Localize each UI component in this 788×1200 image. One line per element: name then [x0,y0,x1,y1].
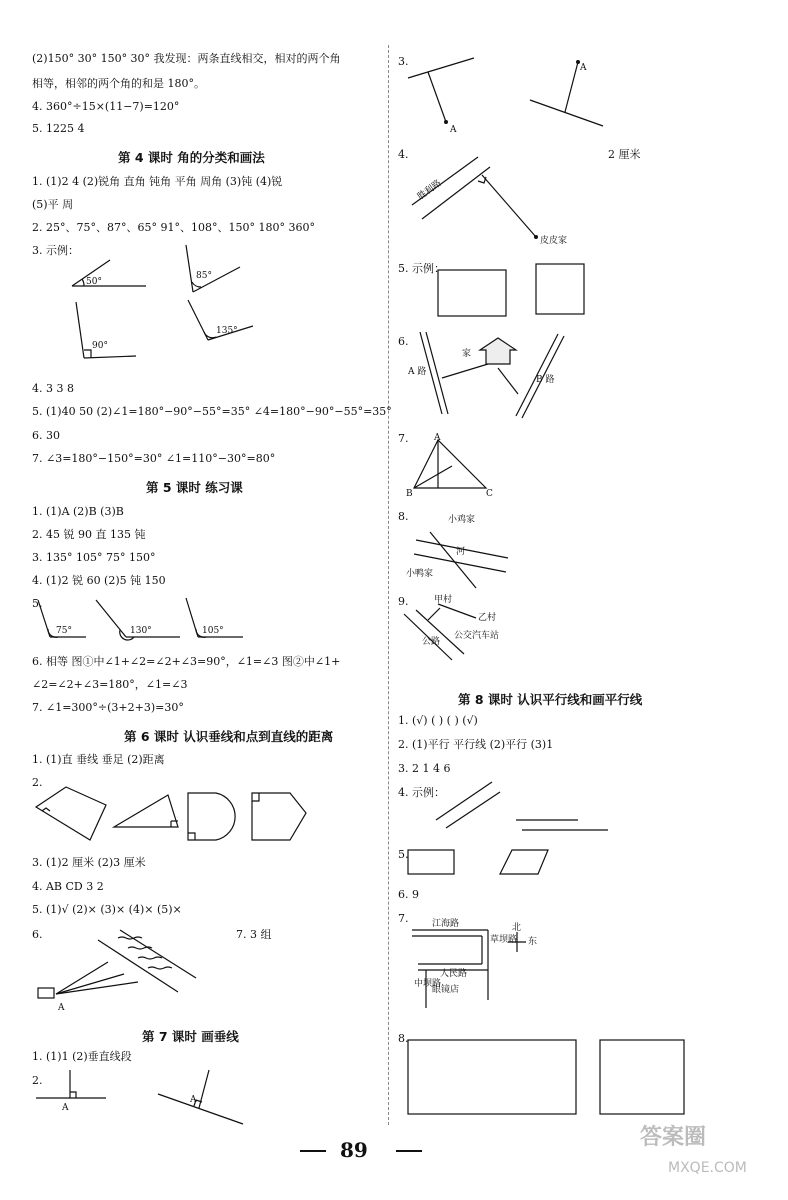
text-line: 4. 示例： [398,786,445,799]
lesson8-title: 第 8 课时 认识平行线和画平行线 [458,692,643,707]
text-line: 1. (1)2 4 (2)锐角 直角 钝角 平角 周角 (3)钝 (4)锐 [32,175,283,188]
text-line: 5. (1)40 50 (2)∠1=180°−90°−55°=35° ∠4=180°−90°−55°=35° [32,405,392,418]
villages-q9 [398,590,548,670]
page-number-dash [300,1150,326,1152]
perpendicular-q3 [398,50,648,140]
text-line: 相等，相邻的两个角的和是 180°。 [32,77,205,90]
svg-text:中坝路: 中坝路 [414,979,442,989]
text-line: 6. 30 [32,429,60,442]
question-number: 8. [398,510,409,523]
text-line: 7. ∠1=300°÷(3+2+3)=30° [32,701,184,714]
lesson5-title: 第 5 课时 练习课 [146,480,243,495]
svg-text:A 路: A 路 [408,367,427,377]
text-line: (5)平 周 [32,198,74,211]
river-q8 [398,510,528,590]
text-line: 4. (1)2 锐 60 (2)5 钝 150 [32,574,166,587]
page-number-dash [396,1150,422,1152]
text-line: 6. [32,928,43,941]
text-line: 4. AB CD 3 2 [32,880,104,893]
svg-text:人民路: 人民路 [440,969,468,979]
triangle-q7 [398,430,518,500]
svg-text:B: B [406,489,413,499]
shapes-q5 [408,848,568,878]
svg-text:北: 北 [512,923,522,933]
text-line: 5. [32,597,43,610]
svg-text:家: 家 [462,349,472,359]
text-line: 7. ∠3=180°−150°=30° ∠1=110°−30°=80° [32,452,276,465]
text-line: 2. 25°、75°、87°、65° 91°、108°、150° 180° 360° [32,221,315,234]
svg-text:C: C [486,489,493,499]
angle-label: 135° [216,326,238,336]
svg-text:小鸭家: 小鸭家 [406,569,434,579]
text-line: 2. [32,1074,43,1087]
question-number: 8. [398,1032,409,1045]
angle-diagrams [28,240,268,370]
text-line: 5. (1)√ (2)× (3)× (4)× (5)× [32,903,182,916]
perpendicular-draw [28,1068,268,1128]
svg-text:A: A [434,433,441,443]
svg-text:河: 河 [456,547,466,557]
svg-text:眼镜店: 眼镜店 [432,985,460,995]
text-line: (2)150° 30° 150° 30° 我发现：两条直线相交，相对的两个角 [32,52,341,65]
question-number: 7. [398,912,409,925]
question-number: 4. [398,148,409,161]
svg-text:公交汽车站: 公交汽车站 [454,631,500,641]
text-line: 6. 相等 图①中∠1+∠2=∠2+∠3=90°，∠1=∠3 图②中∠1+ [32,655,341,668]
svg-text:A: A [62,1103,69,1113]
parallel-lines [428,780,628,840]
svg-text:A: A [450,125,457,135]
svg-text:130°: 130° [130,626,152,636]
text-line: 2. [32,776,43,789]
text-line: 3. (1)2 厘米 (2)3 厘米 [32,856,146,869]
svg-text:皮皮家: 皮皮家 [540,236,568,246]
svg-text:A: A [190,1095,197,1105]
text-line: 1. (1)A (2)B (3)B [32,505,124,518]
question-number: 9. [398,595,409,608]
question-number: 5. 示例： [398,262,445,275]
rectangles-q5 [438,262,598,322]
column-divider [388,45,389,1125]
svg-text:A: A [58,1003,65,1013]
question-number: 3. [398,55,409,68]
lesson4-title: 第 4 课时 角的分类和画法 [118,150,265,165]
text-line: ∠2=∠2+∠3=180°，∠1=∠3 [32,678,188,691]
question-number: 7. [398,432,409,445]
perpendicular-shapes [28,785,338,845]
angle-diagrams-2 [28,595,268,645]
svg-text:105°: 105° [202,626,224,636]
text-line: 1. (√) ( ) ( ) (√) [398,714,478,727]
text-line: 7. 3 组 [236,928,272,941]
text-line: 5. 1225 4 [32,122,85,135]
watermark-url: MXQE.COM [668,1160,747,1176]
text-line: 4. 3 3 8 [32,382,74,395]
text-line: 6. 9 [398,888,419,901]
question-number: 5. [398,848,409,861]
page-number: 89 [340,1138,368,1162]
angle-label: 50° [86,277,102,287]
text-line: 4. 360°÷15×(11−7)=120° [32,100,180,113]
text-line: 3. 示例： [32,244,79,257]
lesson7-title: 第 7 课时 画垂线 [142,1029,239,1044]
river-diagram [28,920,208,1020]
text-line: 2. (1)平行 平行线 (2)平行 (3)1 [398,738,554,751]
svg-text:乙村: 乙村 [478,613,497,623]
svg-text:B 路: B 路 [536,375,555,385]
svg-text:东: 东 [528,937,538,947]
road-q4 [398,145,618,255]
text-line: 1. (1)直 垂线 垂足 (2)距离 [32,753,165,766]
svg-text:小鸡家: 小鸡家 [448,515,476,525]
text-line: 3. 135° 105° 75° 150° [32,551,156,564]
street-map [408,912,568,1022]
roads-q6 [398,328,598,428]
text-line: 3. 2 1 4 6 [398,762,451,775]
svg-text:A: A [580,63,587,73]
angle-label: 90° [92,341,108,351]
watermark: 答案圈 [640,1125,707,1150]
lesson6-title: 第 6 课时 认识垂线和点到直线的距离 [124,729,334,744]
svg-text:草坝路: 草坝路 [490,935,518,945]
svg-text:江海路: 江海路 [432,919,460,929]
text-line: 2. 45 锐 90 直 135 钝 [32,528,146,541]
text-line: 1. (1)1 (2)垂直线段 [32,1050,132,1063]
angle-label: 85° [196,271,212,281]
distance-label: 2 厘米 [608,148,641,161]
svg-text:公路: 公路 [422,637,441,647]
question-number: 6. [398,335,409,348]
rectangles-q8 [408,1036,698,1116]
svg-text:甲村: 甲村 [434,595,453,605]
svg-text:75°: 75° [56,626,72,636]
svg-text:胜利路: 胜利路 [415,178,444,203]
